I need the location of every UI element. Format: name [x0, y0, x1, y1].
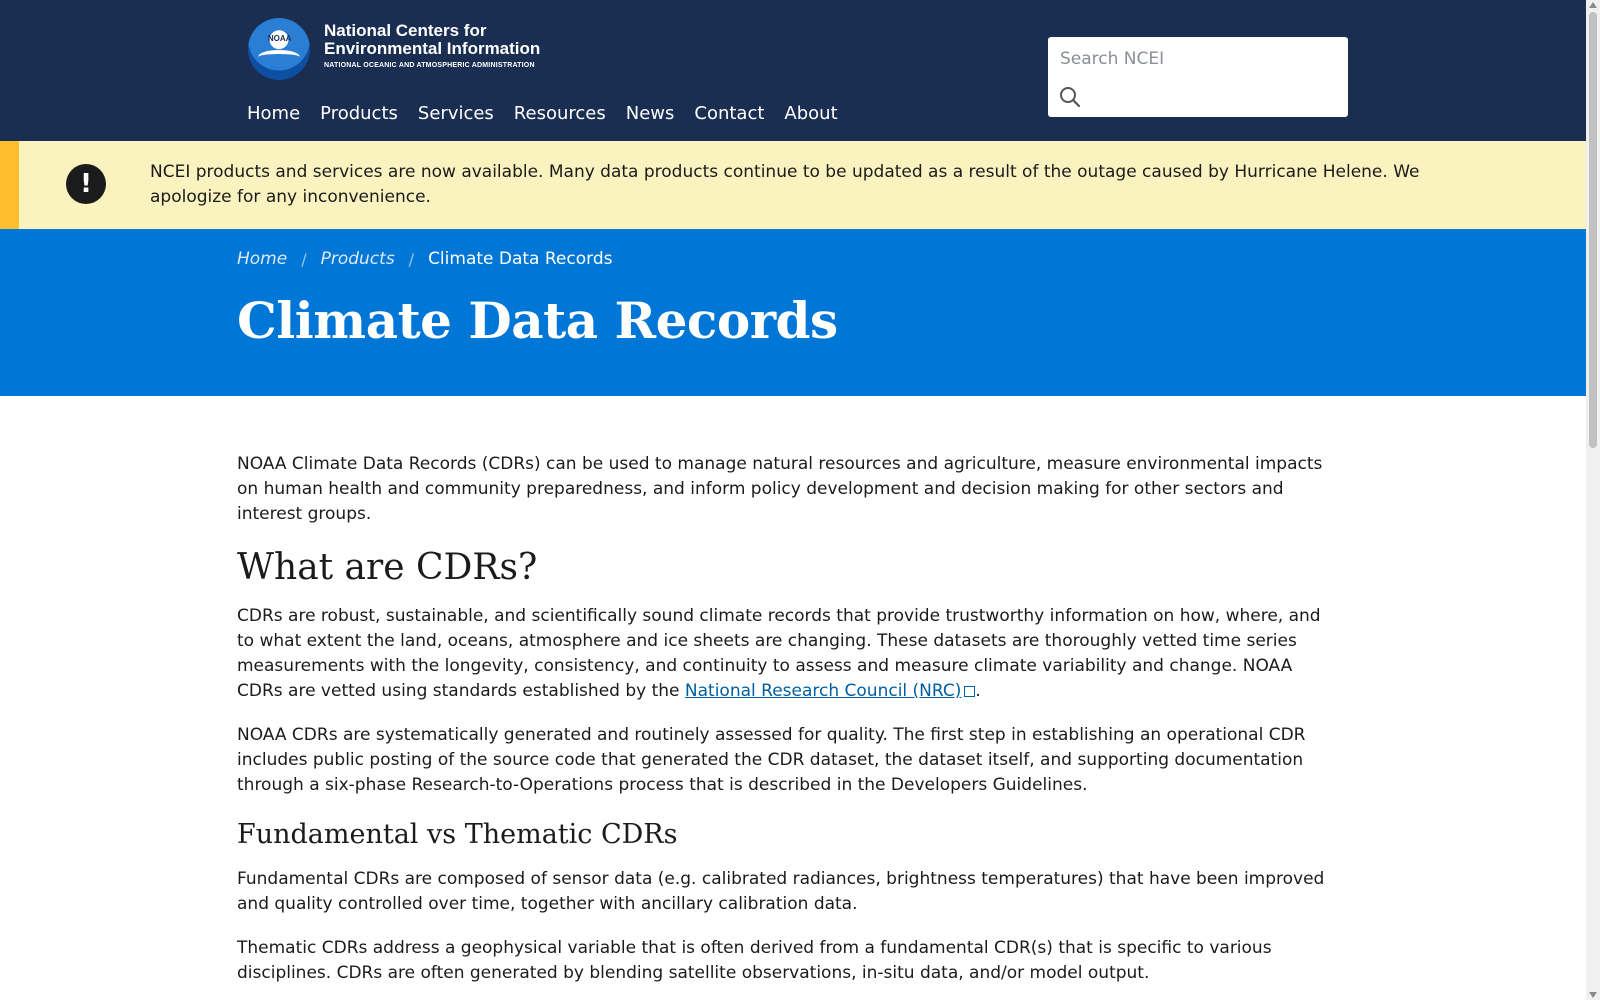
nav-item-home[interactable]: Home [247, 103, 301, 124]
breadcrumb-current: Climate Data Records [428, 249, 613, 269]
alert-banner [0, 141, 1586, 229]
external-link-icon [964, 686, 975, 697]
breadcrumb-products[interactable]: Products [320, 249, 395, 269]
org-name-line2: Environmental Information [324, 39, 541, 58]
thematic-cdrs-paragraph: Thematic CDRs address a geophysical variable that is often derived from a fundamental CDR(s) that is specific to various disciplines. CDRs are often generated by blending satellite observations, in-situ data, and/or model output. [237, 938, 1272, 983]
nav-item-contact[interactable]: Contact [694, 103, 765, 124]
nav-item-resources[interactable]: Resources [513, 103, 606, 124]
nav-item-services[interactable]: Services [417, 103, 494, 124]
nav-item-products[interactable]: Products [320, 103, 398, 124]
search-input[interactable] [1060, 45, 1330, 73]
noaa-logo[interactable] [248, 18, 310, 80]
section-heading-what-are-cdrs: What are CDRs? [237, 547, 538, 588]
site-header [0, 0, 1586, 141]
noaa-logo-text: NOAA [267, 34, 292, 44]
exclamation-icon: ! [66, 164, 106, 204]
main-nav [247, 103, 858, 124]
cdr-definition-end: . [975, 681, 981, 701]
search-icon[interactable] [1058, 85, 1082, 109]
main-content [237, 452, 1342, 1000]
nrc-link[interactable]: National Research Council (NRC) [684, 681, 962, 701]
scroll-down-arrow-icon[interactable] [1589, 992, 1597, 998]
nav-item-about[interactable]: About [784, 103, 838, 124]
breadcrumb-home[interactable]: Home [237, 249, 288, 269]
breadcrumb [237, 249, 612, 269]
fundamental-cdrs-paragraph: Fundamental CDRs are composed of sensor data (e.g. calibrated radiances, brightness temperatures) that have been improved and quality controlled over time, together with ancillary calibration data. [237, 869, 1325, 914]
org-name[interactable] [324, 22, 540, 69]
alert-text: NCEI products and services are now available. Many data products continue to be updated as a result of the outage caused by Hurricane Helene. We apologize for any inconvenience. [150, 162, 1420, 207]
search-box [1048, 37, 1348, 117]
section-heading-fundamental-vs-thematic: Fundamental vs Thematic CDRs [237, 819, 678, 850]
scroll-up-arrow-icon[interactable] [1589, 2, 1597, 8]
page-title: Climate Data Records [237, 291, 838, 350]
cdr-definition-paragraph [237, 604, 1342, 704]
scrollbar[interactable] [1586, 0, 1600, 1000]
nav-item-news[interactable]: News [625, 103, 675, 124]
org-name-line1: National Centers for [324, 21, 487, 40]
noaa-logo-wave [258, 50, 300, 64]
org-subtitle: NATIONAL OCEANIC AND ATMOSPHERIC ADMINISTRATION [324, 62, 535, 69]
breadcrumb-separator: / [408, 249, 415, 269]
scrollbar-thumb[interactable] [1589, 12, 1597, 448]
page-hero [0, 229, 1586, 396]
cdr-process-paragraph: NOAA CDRs are systematically generated and routinely assessed for quality. The first step in establishing an operational CDR includes public posting of the source code that generated the CDR dataset, the dataset itself, and supporting documentation through a six-phase Research-to-Operations process that is described in the Developers Guidelines. [237, 725, 1306, 795]
breadcrumb-separator: / [301, 249, 307, 269]
intro-paragraph: NOAA Climate Data Records (CDRs) can be used to manage natural resources and agriculture, measure environmental impacts on human health and community preparedness, and inform policy development and decision making for other sectors and interest groups. [237, 454, 1323, 524]
cdr-definition-text: CDRs are robust, sustainable, and scientifically sound climate records that provide trustworthy information on how, where, and to what extent the land, oceans, atmosphere and ice sheets are changing. These datasets are thoroughly vetted time series measurements with the longevity, consistency, and continuity to assess and measure climate variability and change. NOAA CDRs are vetted using standards established by the [237, 606, 1321, 701]
